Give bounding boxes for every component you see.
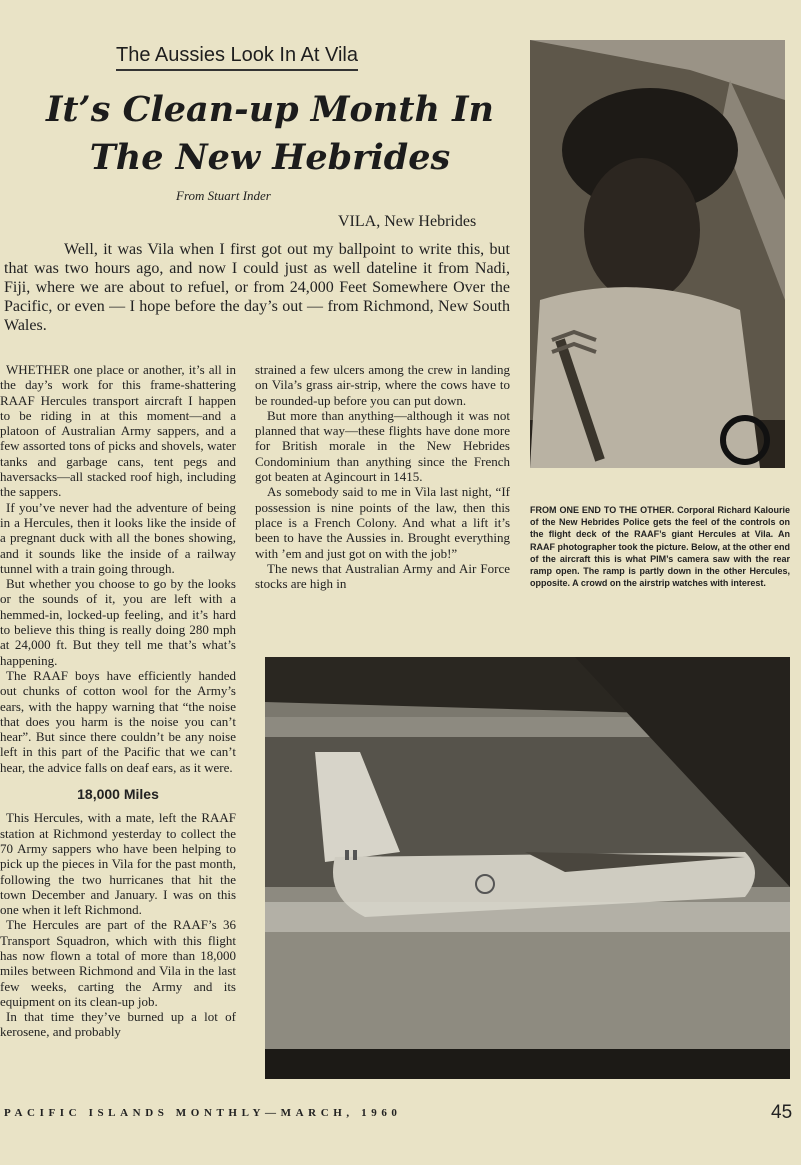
byline: From Stuart Inder xyxy=(176,188,271,203)
photo-caption: FROM ONE END TO THE OTHER. Corporal Richard Kalourie of the New Hebrides Police gets the feel of the controls on the flight deck of the RAAF’s giant Hercules at Vila. An RAAF photographer took the picture. Below, at the other end of the aircraft this is what PIM’s camera saw with the rear ramp open. The ramp is partly down in the other Hercules, opposite. A crowd on the airstrip watches with interest. xyxy=(530,505,790,589)
intro-paragraph: Well, it was Vila when I first got out my ballpoint to write this, but that was two hours ago, and now I could just as well dateline it from Nadi, Fiji, where we are about to refuel, or from 24,000 Feet Somewhere Over the Pacific, or even — I hope before the day’s out — from Richmond, New South Wales. xyxy=(4,241,510,334)
headline-line-2: The New Hebrides xyxy=(89,137,451,178)
paragraph: If you’ve never had the adventure of being in a Hercules, then it looks like the inside of a pregnant duck with all the bones showing, and it sounds like the inside of a railway tunnel with a train going through. xyxy=(0,499,236,576)
paragraph: The Hercules are part of the RAAF’s 36 Transport Squadron, which with this flight has now flown a total of more than 18,000 miles between Richmond and Vila in the last few weeks, carting the Army and its equipment on its clean-up job. xyxy=(0,917,236,1009)
column-2 xyxy=(255,362,510,591)
paragraph: The RAAF boys have efficiently handed out chunks of cotton wool for the Army’s ears, with the happy warning that “the noise that does you harm is the noise you can’t hear”. But since there couldn’t be any noise left in this part of the Pacific that we can’t hear, the advice falls on deaf ears, as it were. xyxy=(0,667,236,775)
paragraph: The news that Australian Army and Air Force stocks are high in xyxy=(255,560,510,592)
paragraph: WHETHER one place or another, it’s all in the day’s work for this frame-shattering RAAF Hercules transport aircraft I happen to be riding in at this moment—and a platoon of Australian Army sappers, and a few assorted tons of picks and shovels, water tanks and garbage cans, tent pegs and haversacks—all stacked roof high, including the sappers. xyxy=(0,362,236,500)
column-1 xyxy=(0,362,236,1040)
photo-cockpit-illustration xyxy=(530,40,785,468)
headline-line-1: It’s Clean-up Month In xyxy=(46,89,494,130)
section-kicker: The Aussies Look In At Vila xyxy=(116,44,358,71)
paragraph: But whether you choose to go by the looks or the sounds of it, you are left with a hemmed-in, locked-up feeling, and it’s hard to believe this thing is really doing 280 mph at 24,000 ft. But they tell me that’s what’s happening. xyxy=(0,576,236,668)
page-number: 45 xyxy=(771,1102,793,1123)
paragraph: In that time they’ve burned up a lot of kerosene, and probably xyxy=(0,1009,236,1040)
paragraph: As somebody said to me in Vila last night, “If possession is nine points of the law, then this place is a French Colony. And what a lift it’s been to have the Aussies in. Brought everything with ’em and just got on with the job!” xyxy=(255,484,510,561)
photo-hercules-airstrip xyxy=(265,657,790,1079)
paragraph: This Hercules, with a mate, left the RAAF station at Richmond yesterday to collect the 70 Army sappers who have been helping to pick up the pieces in Vila for the past month, following the two hurricanes that hit the town December and January. I was on this one when it left Richmond. xyxy=(0,810,236,918)
paragraph: strained a few ulcers among the crew in landing on Vila’s grass air-strip, where the cows have to be rounded-up before you can put down. xyxy=(255,362,510,408)
magazine-footer: PACIFIC ISLANDS MONTHLY—MARCH, 1960 xyxy=(4,1107,402,1119)
dateline: VILA, New Hebrides xyxy=(338,213,477,230)
subhead: 18,000 Miles xyxy=(77,786,159,803)
paragraph: But more than anything—although it was not planned that way—these flights have done more for British morale in the New Hebrides Condominium than anything since the French got beaten at Agincourt in 1415. xyxy=(255,407,510,485)
headline xyxy=(20,86,520,182)
photo-cockpit-corporal xyxy=(530,40,785,468)
photo-airstrip-illustration xyxy=(265,657,790,1079)
